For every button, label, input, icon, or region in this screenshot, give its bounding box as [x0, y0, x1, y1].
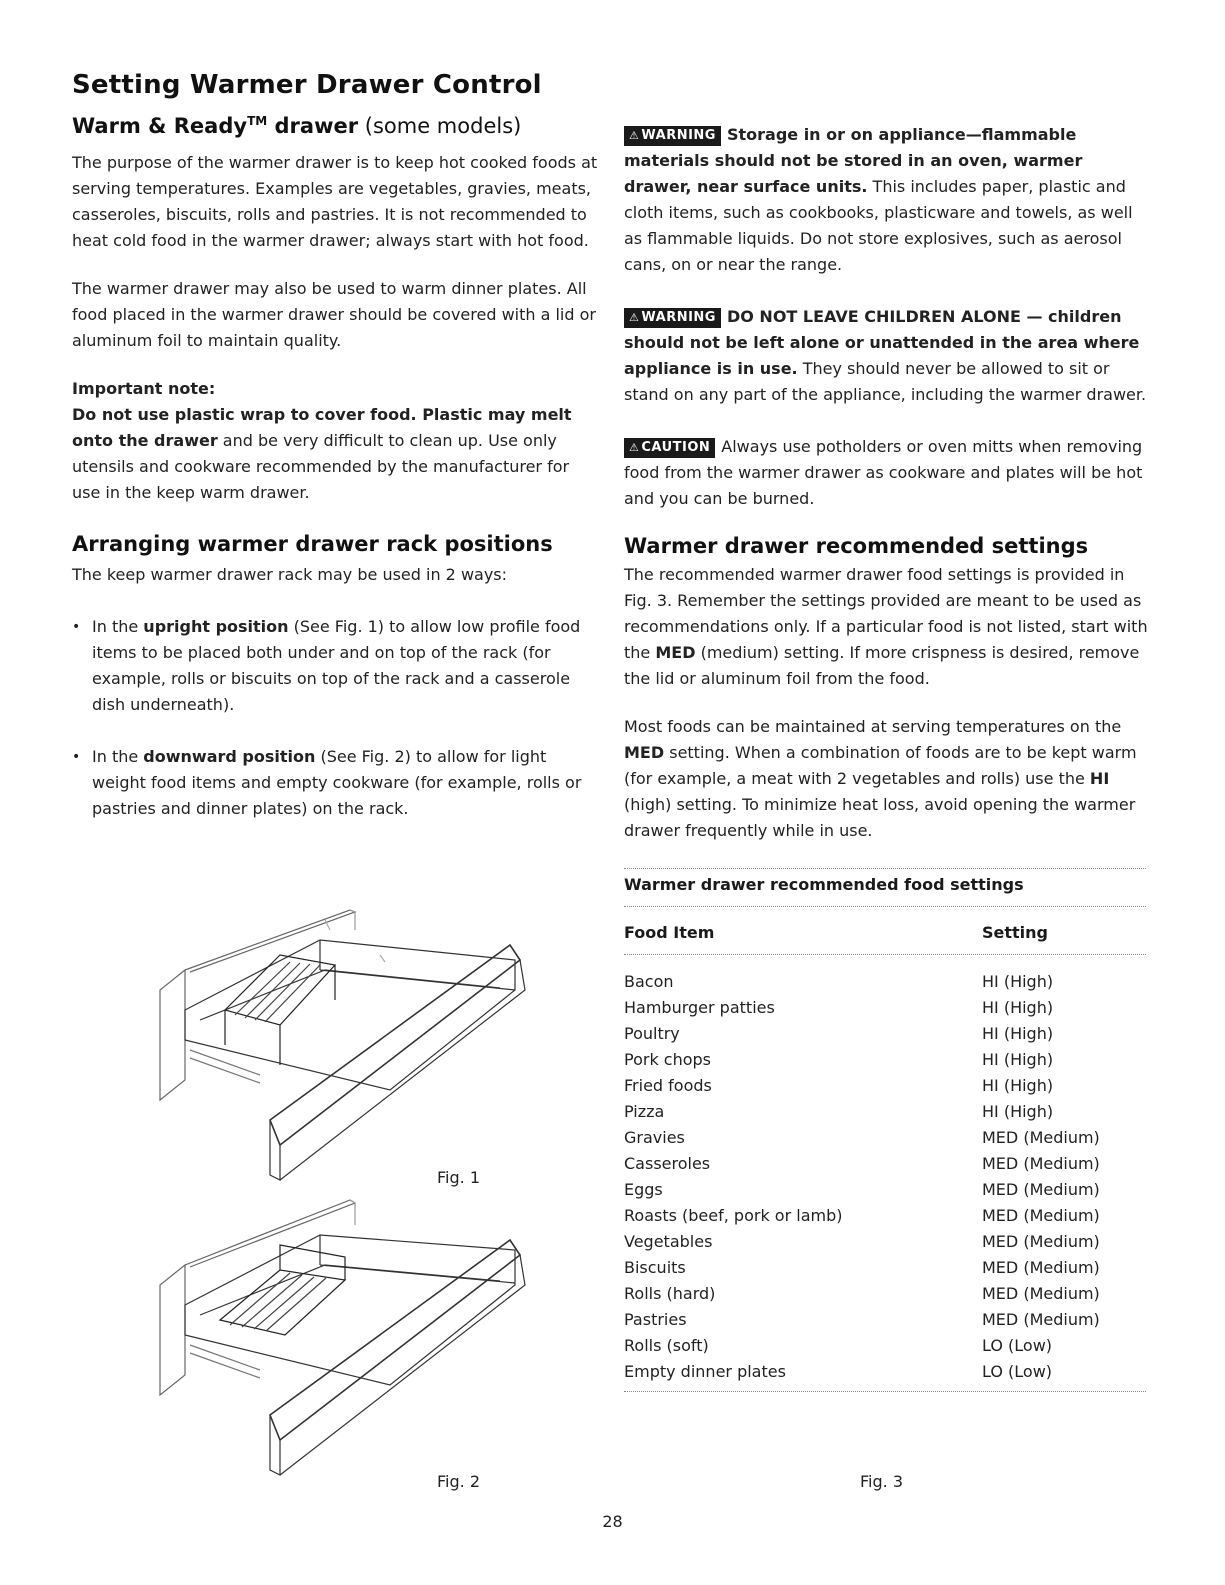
- caution-potholders: [624, 434, 1149, 512]
- important-paragraph: [72, 402, 602, 506]
- badge-text: WARNING: [641, 128, 716, 143]
- table-row: [624, 1307, 1146, 1333]
- setting-cell: HI (High): [982, 998, 1054, 1017]
- trademark: TM: [247, 114, 268, 128]
- setting-cell: MED (Medium): [982, 1310, 1100, 1329]
- table-row: [624, 1359, 1146, 1385]
- table-row: [624, 1255, 1146, 1281]
- rack-bullets: [72, 614, 602, 822]
- warning-bold: DO NOT LEAVE CHILDREN ALONE — children should not be left alone or unattended in the area where appliance is in use.: [624, 307, 1140, 378]
- important-label: Important note:: [72, 379, 216, 398]
- right-column: [624, 122, 1149, 1392]
- important-bold: Do not use plastic wrap to cover food. Plastic may melt onto the drawer: [72, 405, 572, 450]
- fig2-label: Fig. 2: [437, 1472, 480, 1491]
- warning-text: They should never be allowed to sit or stand on any part of the appliance, including the warmer drawer.: [624, 359, 1147, 404]
- warm-ready-heading: [72, 114, 602, 138]
- food-item-cell: Hamburger patties: [624, 998, 775, 1017]
- rec-text: Most foods can be maintained at serving temperatures on the: [624, 717, 1122, 736]
- bullet-bold: downward position: [143, 747, 316, 766]
- food-item-cell: Bacon: [624, 972, 674, 991]
- food-item-cell: Roasts (beef, pork or lamb): [624, 1206, 843, 1225]
- setting-cell: MED (Medium): [982, 1258, 1100, 1277]
- rec-bold: HI: [1089, 769, 1110, 788]
- setting-cell: MED (Medium): [982, 1180, 1100, 1199]
- table-row: [624, 1047, 1146, 1073]
- table-row: [624, 969, 1146, 995]
- setting-cell: HI (High): [982, 1024, 1054, 1043]
- food-item-cell: Poultry: [624, 1024, 680, 1043]
- setting-cell: MED (Medium): [982, 1232, 1100, 1251]
- setting-cell: MED (Medium): [982, 1206, 1100, 1225]
- caution-badge: [624, 438, 715, 458]
- warning-children: [624, 304, 1149, 408]
- table-row: [624, 1177, 1146, 1203]
- important-rest: and be very difficult to clean up. Use only utensils and cookware recommended by the manufacturer for use in the keep warm drawer.: [72, 431, 570, 502]
- rack-intro: The keep warmer drawer rack may be used in 2 ways:: [72, 565, 508, 584]
- warmer-drawer-upright-illustration: [130, 900, 530, 1190]
- warning-badge: [624, 126, 721, 146]
- rec-text: setting. When a combination of foods are to be kept warm (for example, a meat with 2 vegetables and rolls) use the: [624, 743, 1137, 788]
- bullet-text: (See Fig. 1) to allow low profile food items to be placed both under and on top of the rack (for example, rolls or biscuits on top of the rack and a casserole dish underneath).: [92, 617, 581, 714]
- food-item-cell: Vegetables: [624, 1232, 713, 1251]
- table-row: [624, 1073, 1146, 1099]
- food-item-cell: Pastries: [624, 1310, 687, 1329]
- purpose-paragraph: The purpose of the warmer drawer is to keep hot cooked foods at serving temperatures. Examples are vegetables, gravies, meats, casseroles, biscuits, rolls and pastries. It is not recommended to heat cold food in the warmer drawer; always start with hot food.: [72, 153, 598, 250]
- table-row: [624, 1151, 1146, 1177]
- column-header-food-item: Food Item: [624, 923, 715, 942]
- table-row: [624, 1021, 1146, 1047]
- setting-cell: HI (High): [982, 1102, 1054, 1121]
- bullet-bold: upright position: [143, 617, 289, 636]
- rec-bold: MED: [655, 643, 696, 662]
- recommended-settings-heading: Warmer drawer recommended settings: [624, 534, 1089, 558]
- left-column: [72, 70, 602, 848]
- bullet-text: In the: [92, 747, 144, 766]
- table-row: [624, 1281, 1146, 1307]
- food-item-cell: Rolls (soft): [624, 1336, 709, 1355]
- food-settings-table: [624, 868, 1146, 1392]
- rec-text: The recommended warmer drawer food settings is provided in Fig. 3. Remember the settings provided are meant to be used as recommendations only. If a particular food is not listed, start with the: [624, 565, 1148, 662]
- heading-drawer-word: drawer: [267, 114, 359, 138]
- setting-cell: LO (Low): [982, 1336, 1053, 1355]
- table-row: [624, 1125, 1146, 1151]
- setting-cell: HI (High): [982, 1050, 1054, 1069]
- setting-cell: MED (Medium): [982, 1154, 1100, 1173]
- table-row: [624, 995, 1146, 1021]
- table-body: [624, 955, 1146, 1392]
- setting-cell: MED (Medium): [982, 1128, 1100, 1147]
- rec-text: (medium) setting. If more crispness is desired, remove the lid or aluminum foil from the food.: [624, 643, 1140, 688]
- warning-triangle-icon: ⚠: [629, 311, 640, 324]
- heading-note: (some models): [358, 114, 522, 138]
- caution-text: Always use potholders or oven mitts when removing food from the warmer drawer as cookware and plates will be hot and you can be burned.: [624, 437, 1143, 508]
- warmer-drawer-downward-illustration: [130, 1195, 530, 1485]
- setting-cell: MED (Medium): [982, 1284, 1100, 1303]
- table-row: [624, 1203, 1146, 1229]
- badge-text: CAUTION: [641, 440, 711, 455]
- warning-storage: [624, 122, 1149, 278]
- table-header: [624, 907, 1146, 955]
- fig3-label: Fig. 3: [860, 1472, 903, 1491]
- warning-triangle-icon: ⚠: [629, 129, 640, 142]
- fig1-label: Fig. 1: [437, 1168, 480, 1187]
- setting-cell: HI (High): [982, 972, 1054, 991]
- food-item-cell: Casseroles: [624, 1154, 711, 1173]
- food-item-cell: Empty dinner plates: [624, 1362, 786, 1381]
- recommended-paragraph-1: [624, 562, 1149, 692]
- food-item-cell: Pork chops: [624, 1050, 712, 1069]
- brand-name: Warm & Ready: [72, 114, 248, 138]
- table-title: Warmer drawer recommended food settings: [624, 868, 1146, 907]
- table-row: [624, 1229, 1146, 1255]
- page-title: Setting Warmer Drawer Control: [72, 70, 542, 100]
- table-row: [624, 1099, 1146, 1125]
- food-item-cell: Biscuits: [624, 1258, 686, 1277]
- rack-heading: Arranging warmer drawer rack positions: [72, 532, 553, 556]
- food-item-cell: Pizza: [624, 1102, 665, 1121]
- food-item-cell: Gravies: [624, 1128, 685, 1147]
- bullet-downward: [72, 744, 602, 822]
- page-number: 28: [602, 1512, 623, 1531]
- warning-bold: Storage in or on appliance—flammable materials should not be stored in an oven, warmer drawer, near surface units.: [624, 125, 1083, 196]
- rec-bold: MED: [624, 743, 665, 762]
- food-item-cell: Eggs: [624, 1180, 663, 1199]
- column-header-setting: Setting: [982, 923, 1048, 942]
- setting-cell: HI (High): [982, 1076, 1054, 1095]
- warning-badge: [624, 308, 721, 328]
- recommended-paragraph-2: [624, 714, 1149, 844]
- caution-triangle-icon: ⚠: [629, 441, 640, 454]
- warning-text: This includes paper, plastic and cloth items, such as cookbooks, plasticware and towels, as well as flammable liquids. Do not store explosives, such as aerosol cans, on or near the range.: [624, 177, 1133, 274]
- badge-text: WARNING: [641, 310, 716, 325]
- table-row: [624, 1333, 1146, 1359]
- plates-paragraph: The warmer drawer may also be used to warm dinner plates. All food placed in the warmer drawer should be covered with a lid or aluminum foil to maintain quality.: [72, 279, 596, 350]
- bullet-text: (See Fig. 2) to allow for light weight food items and empty cookware (for example, rolls or pastries and dinner plates) on the rack.: [92, 747, 582, 818]
- setting-cell: LO (Low): [982, 1362, 1053, 1381]
- bullet-upright: [72, 614, 602, 718]
- food-item-cell: Fried foods: [624, 1076, 712, 1095]
- food-item-cell: Rolls (hard): [624, 1284, 716, 1303]
- rec-text: (high) setting. To minimize heat loss, avoid opening the warmer drawer frequently while in use.: [624, 795, 1136, 840]
- bullet-text: In the: [92, 617, 144, 636]
